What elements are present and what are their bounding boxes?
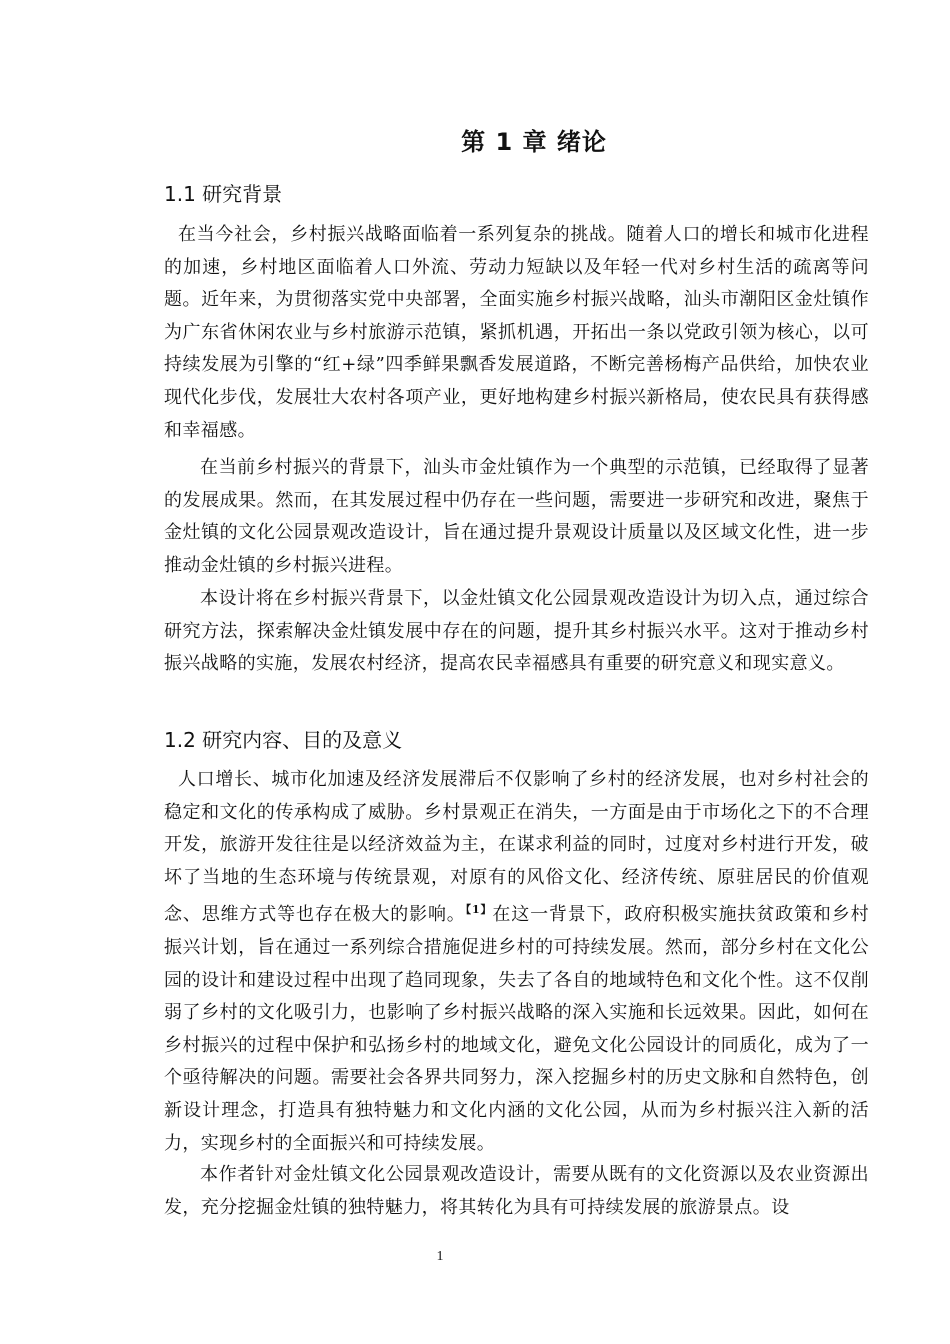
paragraph-1-1-b: 在当前乡村振兴的背景下，汕头市金灶镇作为一个典型的示范镇，已经取得了显著的发展成果。然而，在其发展过程中仍存在一些问题，需要进一步研究和改进，聚焦于金灶镇的文化公园景观改造设计，旨在通过提升景观设计质量以及区域文化性，进一步推动金灶镇的乡村振兴进程。 [164, 457, 869, 576]
citation-marker[interactable]: 【1】 [465, 903, 493, 917]
paragraph-text: 在这一背景下，政府积极实施扶贫政策和乡村振兴计划，旨在通过一系列综合措施促进乡村的可持续发展。然而，部分乡村在文化公园的设计和建设过程中出现了趋同现象，失去了各自的地域特色和文化个性。这不仅削弱了乡村的文化吸引力，也影响了乡村振兴战略的深入实施和长远效果。因此，如何在乡村振兴的过程中保护和弘扬乡村的地域文化，避免文化公园设计的同质化，成为了一个亟待解决的问题。需要社会各界共同努力，深入挖掘乡村的历史文脉和自然特色，创新设计理念，打造具有独特魅力和文化内涵的文化公园，从而为乡村振兴注入新的活力，实现乡村的全面振兴和可持续发展。 [164, 904, 869, 1154]
paragraph-1-2-b: 本作者针对金灶镇文化公园景观改造设计，需要从既有的文化资源以及农业资源出发，充分挖掘金灶镇的独特魅力，将其转化为具有可持续发展的旅游景点。设 [164, 1164, 869, 1218]
page-number: 1 [436, 1249, 444, 1264]
paragraph-1-2-a [164, 764, 869, 1160]
section-heading-1-2: 1.2 研究内容、目的及意义 [164, 728, 403, 752]
paragraph-text: 人口增长、城市化加速及经济发展滞后不仅影响了乡村的经济发展，也对乡村社会的稳定和文化的传承构成了威胁。乡村景观正在消失，一方面是由于市场化之下的不合理开发，旅游开发往往是以经济效益为主，在谋求利益的同时，过度对乡村进行开发，破坏了当地的生态环境与传统景观，对原有的风俗文化、经济传统、原驻居民的价值观念、思维方式等也存在极大的影响。 [164, 769, 869, 926]
paragraph-1-1-a: 在当今社会，乡村振兴战略面临着一系列复杂的挑战。随着人口的增长和城市化进程的加速，乡村地区面临着人口外流、劳动力短缺以及年轻一代对乡村生活的疏离等问题。近年来，为贯彻落实党中央部署，全面实施乡村振兴战略，汕头市潮阳区金灶镇作为广东省休闲农业与乡村旅游示范镇，紧抓机遇，开拓出一条以党政引领为核心，以可持续发展为引擎的“红+绿”四季鲜果飘香发展道路，不断完善杨梅产品供给，加快农业现代化步伐，发展壮大农村各项产业，更好地构建乡村振兴新格局，使农民具有获得感和幸福感。 [164, 224, 869, 441]
paragraph-1-1-c: 本设计将在乡村振兴背景下，以金灶镇文化公园景观改造设计为切入点，通过综合研究方法，探索解决金灶镇发展中存在的问题，提升其乡村振兴水平。这对于推动乡村振兴战略的实施，发展农村经济，提高农民幸福感具有重要的研究意义和现实意义。 [164, 588, 869, 675]
section-heading-1-1: 1.1 研究背景 [164, 182, 283, 206]
chapter-title: 第 1 章 绪论 [461, 128, 607, 156]
